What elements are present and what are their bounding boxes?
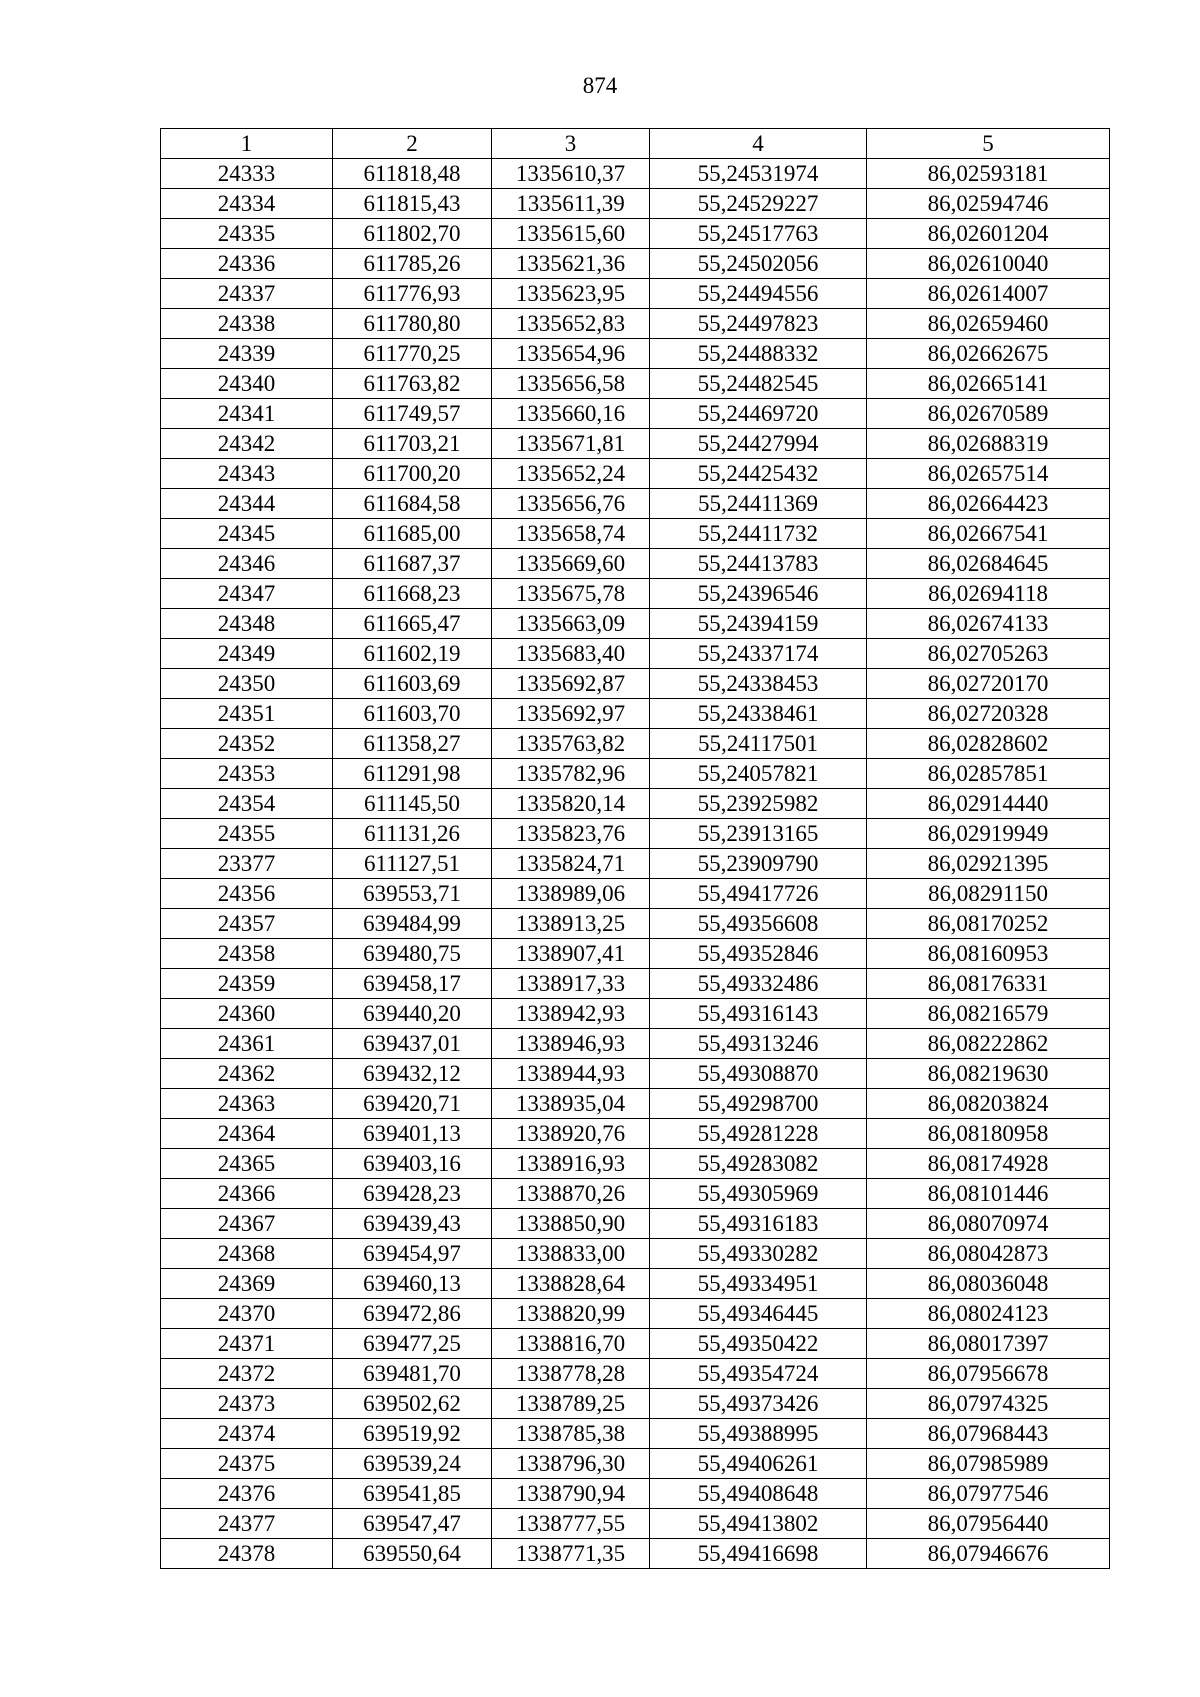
table-cell: 24351 [161,699,333,729]
table-cell: 24360 [161,999,333,1029]
table-cell: 1338944,93 [492,1059,650,1089]
table-cell: 55,49316143 [650,999,867,1029]
table-cell: 86,07956440 [867,1509,1110,1539]
table-cell: 55,49406261 [650,1449,867,1479]
table-cell: 86,08170252 [867,909,1110,939]
table-cell: 639437,01 [333,1029,492,1059]
table-cell: 55,24057821 [650,759,867,789]
table-row [161,1449,1110,1479]
table-cell: 55,24427994 [650,429,867,459]
table-cell: 1335763,82 [492,729,650,759]
table-cell: 55,49417726 [650,879,867,909]
table-row [161,279,1110,309]
table-cell: 86,07956678 [867,1359,1110,1389]
table-cell: 24334 [161,189,333,219]
table-row [161,609,1110,639]
table-cell: 55,23925982 [650,789,867,819]
table-cell: 639454,97 [333,1239,492,1269]
table-cell: 24353 [161,759,333,789]
table-cell: 24374 [161,1419,333,1449]
table-cell: 24352 [161,729,333,759]
table-cell: 1335611,39 [492,189,650,219]
table-cell: 24337 [161,279,333,309]
table-cell: 611703,21 [333,429,492,459]
table-cell: 1335692,87 [492,669,650,699]
table-row [161,759,1110,789]
table-row [161,1179,1110,1209]
table-cell: 55,49308870 [650,1059,867,1089]
table-cell: 24333 [161,159,333,189]
table-cell: 86,02705263 [867,639,1110,669]
table-cell: 86,02614007 [867,279,1110,309]
table-cell: 86,02664423 [867,489,1110,519]
table-cell: 1335671,81 [492,429,650,459]
table-cell: 24366 [161,1179,333,1209]
table-row [161,999,1110,1029]
table-cell: 1338816,70 [492,1329,650,1359]
column-header: 4 [650,129,867,159]
table-row [161,429,1110,459]
table-cell: 55,49346445 [650,1299,867,1329]
table-cell: 611131,26 [333,819,492,849]
table-row [161,1269,1110,1299]
table-cell: 86,02857851 [867,759,1110,789]
table-cell: 23377 [161,849,333,879]
table-cell: 611602,19 [333,639,492,669]
table-cell: 24339 [161,339,333,369]
table-cell: 86,08017397 [867,1329,1110,1359]
table-cell: 611700,20 [333,459,492,489]
table-cell: 1338828,64 [492,1269,650,1299]
table-cell: 86,08176331 [867,969,1110,999]
table-cell: 611685,00 [333,519,492,549]
table-row [161,879,1110,909]
table-cell: 55,24488332 [650,339,867,369]
table-cell: 55,49334951 [650,1269,867,1299]
table-cell: 86,08174928 [867,1149,1110,1179]
table-cell: 86,02720328 [867,699,1110,729]
table-row [161,579,1110,609]
table-cell: 1335692,97 [492,699,650,729]
table-row [161,849,1110,879]
table-cell: 86,02657514 [867,459,1110,489]
table-cell: 24361 [161,1029,333,1059]
table-cell: 1335820,14 [492,789,650,819]
table-cell: 86,02670589 [867,399,1110,429]
table-cell: 611291,98 [333,759,492,789]
table-cell: 55,49283082 [650,1149,867,1179]
table-row [161,249,1110,279]
table-cell: 86,02684645 [867,549,1110,579]
table-cell: 1338833,00 [492,1239,650,1269]
table-cell: 86,02688319 [867,429,1110,459]
table-cell: 86,02659460 [867,309,1110,339]
table-cell: 86,08222862 [867,1029,1110,1059]
page-number: 874 [582,73,618,98]
table-cell: 55,24531974 [650,159,867,189]
table-cell: 639480,75 [333,939,492,969]
table-cell: 639539,24 [333,1449,492,1479]
table-cell: 24350 [161,669,333,699]
table-cell: 24369 [161,1269,333,1299]
table-cell: 24359 [161,969,333,999]
table-cell: 86,08180958 [867,1119,1110,1149]
table-row [161,519,1110,549]
table-cell: 639553,71 [333,879,492,909]
table-cell: 55,24425432 [650,459,867,489]
table-cell: 55,49388995 [650,1419,867,1449]
table-cell: 86,08024123 [867,1299,1110,1329]
table-cell: 86,08219630 [867,1059,1110,1089]
table-cell: 639550,64 [333,1539,492,1569]
table-cell: 24354 [161,789,333,819]
table-cell: 86,02828602 [867,729,1110,759]
table-cell: 55,49350422 [650,1329,867,1359]
table-cell: 24364 [161,1119,333,1149]
table-cell: 639547,47 [333,1509,492,1539]
table-cell: 24356 [161,879,333,909]
table-cell: 611818,48 [333,159,492,189]
table-cell: 1338920,76 [492,1119,650,1149]
table-cell: 55,24517763 [650,219,867,249]
table-cell: 611668,23 [333,579,492,609]
table-row [161,1059,1110,1089]
table-cell: 55,24411732 [650,519,867,549]
table-cell: 1335615,60 [492,219,650,249]
table-row [161,1509,1110,1539]
table-cell: 55,24413783 [650,549,867,579]
table-cell: 86,02601204 [867,219,1110,249]
table-row [161,1089,1110,1119]
table-cell: 1335782,96 [492,759,650,789]
table-row [161,1209,1110,1239]
table-cell: 86,02674133 [867,609,1110,639]
table-row [161,909,1110,939]
table-cell: 1338790,94 [492,1479,650,1509]
table-cell: 639403,16 [333,1149,492,1179]
table-cell: 1335683,40 [492,639,650,669]
table-cell: 55,24529227 [650,189,867,219]
table-row [161,1239,1110,1269]
table-cell: 55,49354724 [650,1359,867,1389]
table-cell: 639481,70 [333,1359,492,1389]
table-cell: 55,23909790 [650,849,867,879]
table-cell: 611780,80 [333,309,492,339]
table-cell: 24349 [161,639,333,669]
table-cell: 639428,23 [333,1179,492,1209]
table-cell: 1338942,93 [492,999,650,1029]
table-cell: 611603,69 [333,669,492,699]
table-cell: 86,02662675 [867,339,1110,369]
table-cell: 611815,43 [333,189,492,219]
table-cell: 55,24497823 [650,309,867,339]
table-cell: 24372 [161,1359,333,1389]
table-cell: 1338850,90 [492,1209,650,1239]
table-cell: 611763,82 [333,369,492,399]
table-row [161,1539,1110,1569]
table-cell: 24377 [161,1509,333,1539]
table-cell: 639477,25 [333,1329,492,1359]
table-cell: 639432,12 [333,1059,492,1089]
table-cell: 24376 [161,1479,333,1509]
table-row [161,489,1110,519]
table-cell: 24358 [161,939,333,969]
table-row [161,1329,1110,1359]
table-cell: 55,24469720 [650,399,867,429]
column-header: 3 [492,129,650,159]
table-cell: 86,08070974 [867,1209,1110,1239]
table-cell: 55,49373426 [650,1389,867,1419]
table-row [161,189,1110,219]
table-cell: 55,49281228 [650,1119,867,1149]
table-row [161,1359,1110,1389]
table-cell: 86,07974325 [867,1389,1110,1419]
table-cell: 24338 [161,309,333,339]
table-cell: 24371 [161,1329,333,1359]
table-cell: 55,49305969 [650,1179,867,1209]
table-row [161,699,1110,729]
table-cell: 1338789,25 [492,1389,650,1419]
table-cell: 611785,26 [333,249,492,279]
table-cell: 86,07946676 [867,1539,1110,1569]
table-row [161,219,1110,249]
table-cell: 639541,85 [333,1479,492,1509]
table-row [161,1479,1110,1509]
table-cell: 1338913,25 [492,909,650,939]
table-cell: 55,24338453 [650,669,867,699]
table-cell: 24340 [161,369,333,399]
table-cell: 639502,62 [333,1389,492,1419]
table-cell: 55,49408648 [650,1479,867,1509]
table-cell: 639439,43 [333,1209,492,1239]
table-cell: 1338820,99 [492,1299,650,1329]
table-cell: 1335654,96 [492,339,650,369]
table-cell: 24343 [161,459,333,489]
table-cell: 55,49356608 [650,909,867,939]
table-cell: 86,02921395 [867,849,1110,879]
table-row [161,159,1110,189]
table-cell: 639401,13 [333,1119,492,1149]
table-cell: 55,24394159 [650,609,867,639]
table-cell: 24373 [161,1389,333,1419]
table-cell: 611687,37 [333,549,492,579]
table-cell: 86,07968443 [867,1419,1110,1449]
table-cell: 55,24396546 [650,579,867,609]
table-row [161,309,1110,339]
table-cell: 1335669,60 [492,549,650,579]
table-cell: 611749,57 [333,399,492,429]
table-cell: 1335652,83 [492,309,650,339]
table-cell: 24348 [161,609,333,639]
table-cell: 1335823,76 [492,819,650,849]
table-cell: 24355 [161,819,333,849]
table-row [161,789,1110,819]
table-row [161,1419,1110,1449]
table-cell: 55,24117501 [650,729,867,759]
table-cell: 24363 [161,1089,333,1119]
table-row [161,549,1110,579]
table-cell: 55,24337174 [650,639,867,669]
table-cell: 86,02720170 [867,669,1110,699]
table-cell: 639458,17 [333,969,492,999]
table-cell: 1335675,78 [492,579,650,609]
table-cell: 24378 [161,1539,333,1569]
table-cell: 1335652,24 [492,459,650,489]
table-cell: 1335610,37 [492,159,650,189]
table-cell: 1335660,16 [492,399,650,429]
table-cell: 86,02914440 [867,789,1110,819]
table-cell: 86,02694118 [867,579,1110,609]
table-cell: 55,49330282 [650,1239,867,1269]
table-row [161,459,1110,489]
table-cell: 24368 [161,1239,333,1269]
table-row [161,339,1110,369]
table-row [161,729,1110,759]
column-header: 1 [161,129,333,159]
table-cell: 86,07977546 [867,1479,1110,1509]
table-header-row [161,129,1110,159]
table-cell: 24370 [161,1299,333,1329]
table-cell: 24347 [161,579,333,609]
table-cell: 24365 [161,1149,333,1179]
table-cell: 55,23913165 [650,819,867,849]
table-cell: 86,07985989 [867,1449,1110,1479]
table-cell: 55,24338461 [650,699,867,729]
table-cell: 55,24482545 [650,369,867,399]
table-cell: 1338989,06 [492,879,650,909]
table-cell: 86,08203824 [867,1089,1110,1119]
table-cell: 1338870,26 [492,1179,650,1209]
table-cell: 24357 [161,909,333,939]
table-cell: 24342 [161,429,333,459]
table-cell: 86,02594746 [867,189,1110,219]
table-cell: 639420,71 [333,1089,492,1119]
table-cell: 611665,47 [333,609,492,639]
table-cell: 86,08291150 [867,879,1110,909]
table-cell: 86,08036048 [867,1269,1110,1299]
table-cell: 55,49352846 [650,939,867,969]
table-cell: 611684,58 [333,489,492,519]
table-cell: 86,02610040 [867,249,1110,279]
table-cell: 24335 [161,219,333,249]
table-cell: 1335656,58 [492,369,650,399]
table-cell: 86,08101446 [867,1179,1110,1209]
table-cell: 1338916,93 [492,1149,650,1179]
table-cell: 24346 [161,549,333,579]
table-cell: 611145,50 [333,789,492,819]
table-cell: 24367 [161,1209,333,1239]
table-cell: 24375 [161,1449,333,1479]
table-cell: 24362 [161,1059,333,1089]
table-cell: 1335824,71 [492,849,650,879]
table-cell: 611127,51 [333,849,492,879]
table-row [161,639,1110,669]
table-row [161,939,1110,969]
table-cell: 24341 [161,399,333,429]
table-cell: 1335623,95 [492,279,650,309]
table-cell: 55,49298700 [650,1089,867,1119]
table-cell: 55,24494556 [650,279,867,309]
table-cell: 1335621,36 [492,249,650,279]
table-cell: 639440,20 [333,999,492,1029]
table-row [161,819,1110,849]
table-cell: 611802,70 [333,219,492,249]
table-cell: 1338907,41 [492,939,650,969]
table-cell: 1338785,38 [492,1419,650,1449]
table-cell: 1335663,09 [492,609,650,639]
column-header: 2 [333,129,492,159]
table-cell: 1335658,74 [492,519,650,549]
table-cell: 86,08042873 [867,1239,1110,1269]
table-row [161,1149,1110,1179]
table-cell: 55,49416698 [650,1539,867,1569]
table-row [161,1389,1110,1419]
table-cell: 611358,27 [333,729,492,759]
table-row [161,1299,1110,1329]
table-cell: 24345 [161,519,333,549]
table-cell: 86,02665141 [867,369,1110,399]
table-cell: 639472,86 [333,1299,492,1329]
table-cell: 55,49332486 [650,969,867,999]
table-cell: 55,24411369 [650,489,867,519]
table-cell: 55,49413802 [650,1509,867,1539]
table-cell: 639519,92 [333,1419,492,1449]
table-cell: 611603,70 [333,699,492,729]
table-cell: 1335656,76 [492,489,650,519]
table-cell: 1338778,28 [492,1359,650,1389]
table-cell: 24344 [161,489,333,519]
table-row [161,369,1110,399]
table-cell: 55,24502056 [650,249,867,279]
table-row [161,669,1110,699]
table-cell: 1338796,30 [492,1449,650,1479]
table-cell: 55,49316183 [650,1209,867,1239]
column-header: 5 [867,129,1110,159]
table-body [161,159,1110,1569]
table-cell: 639484,99 [333,909,492,939]
table-cell: 1338917,33 [492,969,650,999]
table-cell: 86,02593181 [867,159,1110,189]
table-row [161,1029,1110,1059]
table-cell: 86,08160953 [867,939,1110,969]
table-cell: 86,02919949 [867,819,1110,849]
table-cell: 639460,13 [333,1269,492,1299]
coordinates-table [160,128,1110,1569]
table-cell: 86,08216579 [867,999,1110,1029]
table-cell: 55,49313246 [650,1029,867,1059]
table-cell: 24336 [161,249,333,279]
table-cell: 611776,93 [333,279,492,309]
table-cell: 1338777,55 [492,1509,650,1539]
table-cell: 86,02667541 [867,519,1110,549]
table-row [161,1119,1110,1149]
table-row [161,969,1110,999]
table-cell: 1338771,35 [492,1539,650,1569]
table-cell: 1338946,93 [492,1029,650,1059]
table-cell: 1338935,04 [492,1089,650,1119]
table-cell: 611770,25 [333,339,492,369]
table-row [161,399,1110,429]
